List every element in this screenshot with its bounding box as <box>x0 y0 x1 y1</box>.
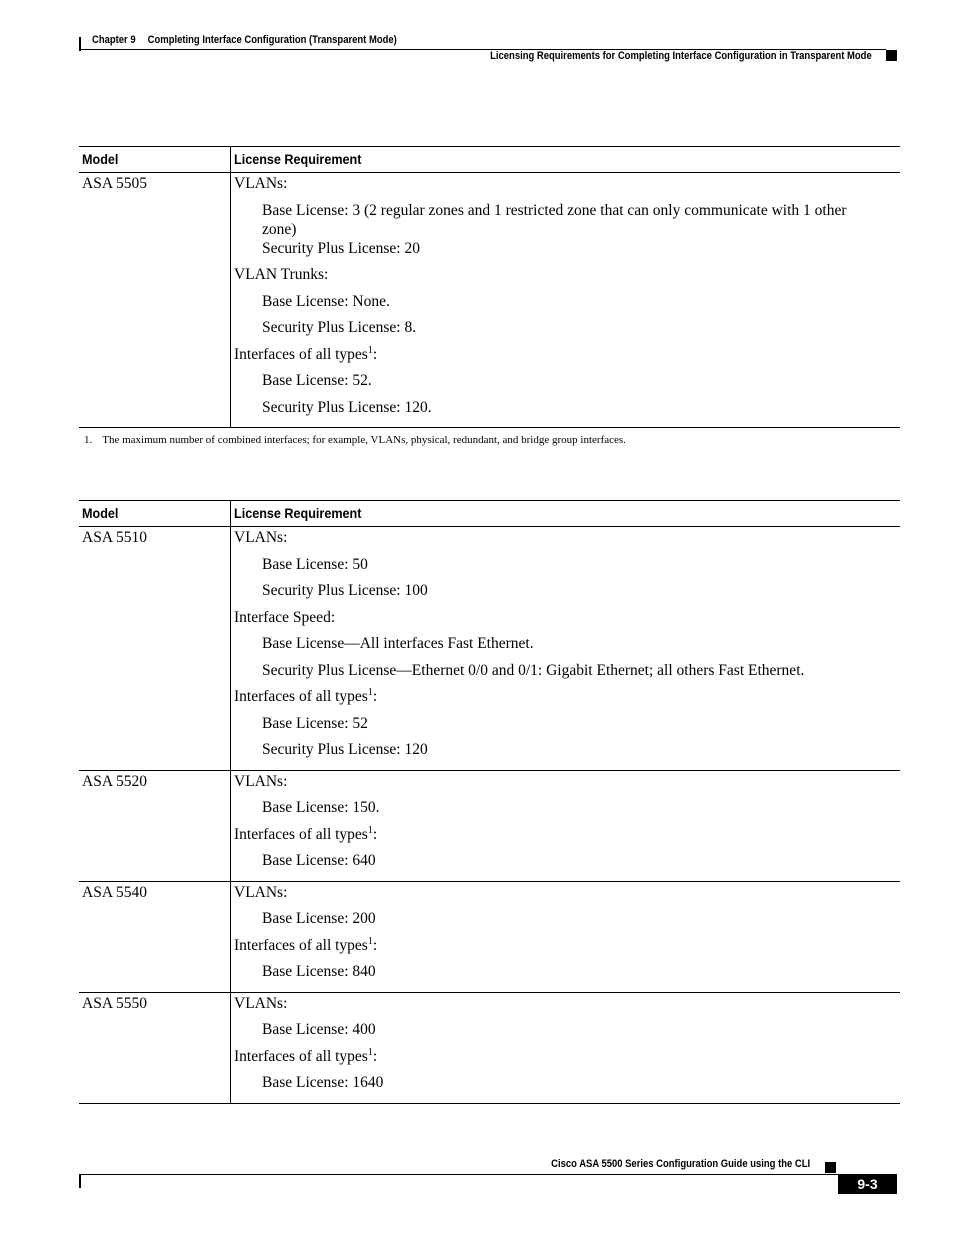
line-text: Interfaces of all types <box>234 936 368 954</box>
line-text: Security Plus License: 20 <box>262 239 420 257</box>
line-text: Interfaces of all types <box>234 1047 368 1065</box>
line-text: Base License: 400 <box>262 1021 376 1038</box>
line-text: Interface Speed: <box>234 608 336 626</box>
table-row <box>79 173 900 428</box>
chapter-title: Completing Interface Configuration (Transparent Mode) <box>147 34 397 46</box>
line-suffix: : <box>372 825 378 843</box>
line-text: Base License: 50 <box>262 555 368 573</box>
model-cell: ASA 5505 <box>82 175 148 192</box>
line-text: Base License—All interfaces Fast Ethernet. <box>262 635 534 652</box>
table-row <box>79 882 900 993</box>
table-row <box>79 993 900 1104</box>
line-text: Interfaces of all types <box>234 345 368 363</box>
footer-rule <box>79 1174 897 1175</box>
line-text: Base License: None. <box>262 292 390 310</box>
column-header-license: License Requirement <box>230 501 900 526</box>
line-text: Security Plus License: 120. <box>262 398 432 416</box>
chapter-heading <box>92 34 397 46</box>
table-footnote <box>84 434 626 446</box>
line-text: VLAN Trunks: <box>234 266 329 283</box>
line-text: Base License: 3 (2 regular zones and 1 restricted zone that can only communicate with 1 other zone) <box>262 201 847 238</box>
license-category <box>234 994 900 1021</box>
license-detail <box>234 292 900 319</box>
license-detail <box>234 201 900 239</box>
license-cell <box>230 527 900 770</box>
guide-title: Cisco ASA 5500 Series Configuration Guide using the CLI <box>551 1158 810 1170</box>
footer-marker <box>825 1162 836 1173</box>
line-text: VLANs: <box>234 994 288 1012</box>
column-header-license: License Requirement <box>230 147 900 172</box>
license-cell <box>230 173 900 427</box>
license-category <box>234 345 900 372</box>
line-suffix: : <box>372 345 378 363</box>
license-detail <box>234 851 900 878</box>
header-marker <box>886 50 897 61</box>
column-header-model: Model <box>82 505 119 521</box>
license-detail <box>234 909 900 936</box>
license-cell <box>230 993 900 1103</box>
footnote-ref: 1 <box>367 344 373 356</box>
license-detail <box>234 371 900 398</box>
license-cell <box>230 771 900 881</box>
footnote-text: The maximum number of combined interfaces; for example, VLANs, physical, redundant, and bridge group interfaces. <box>102 434 626 446</box>
line-text: VLANs: <box>234 883 288 901</box>
license-detail <box>234 581 900 608</box>
line-text: VLANs: <box>234 175 288 192</box>
footnote-number: 1. <box>84 434 93 446</box>
line-text: VLANs: <box>234 529 288 546</box>
line-text: Security Plus License: 8. <box>262 319 417 336</box>
footnote-ref: 1 <box>367 1046 373 1058</box>
model-cell: ASA 5520 <box>82 772 148 790</box>
model-cell: ASA 5540 <box>82 883 148 901</box>
chapter-number: Chapter 9 <box>92 34 136 46</box>
line-suffix: : <box>372 688 378 705</box>
line-text: Interfaces of all types <box>234 688 368 705</box>
line-text: Base License: 840 <box>262 963 376 980</box>
footnote-ref: 1 <box>367 935 373 947</box>
table-header-row <box>79 500 900 527</box>
line-text: Base License: 200 <box>262 910 376 927</box>
license-category <box>234 687 900 714</box>
license-detail <box>234 318 900 345</box>
line-text: Base License: 640 <box>262 852 376 869</box>
model-cell: ASA 5550 <box>82 994 148 1012</box>
line-text: Base License: 52 <box>262 714 368 732</box>
section-title: Licensing Requirements for Completing Interface Configuration in Transparent Mode <box>490 50 872 62</box>
line-suffix: : <box>372 936 378 954</box>
license-detail <box>234 798 900 825</box>
line-text: Security Plus License: 120 <box>262 741 428 758</box>
line-text: Base License: 1640 <box>262 1074 384 1091</box>
license-category <box>234 883 900 910</box>
model-cell: ASA 5510 <box>82 529 148 546</box>
license-detail <box>234 1020 900 1047</box>
page-number: 9-3 <box>838 1174 897 1194</box>
license-detail <box>234 740 900 767</box>
license-detail <box>234 962 900 989</box>
license-table-asa5505 <box>79 146 900 428</box>
license-detail <box>234 398 900 425</box>
line-text: Security Plus License—Ethernet 0/0 and 0/1: Gigabit Ethernet; all others Fast Ethernet. <box>262 661 805 679</box>
line-suffix: : <box>372 1047 378 1065</box>
license-detail <box>234 555 900 582</box>
table-header-row <box>79 146 900 173</box>
license-table-asa5510-5550 <box>79 500 900 1104</box>
column-header-model: Model <box>82 151 119 167</box>
license-detail <box>234 661 900 688</box>
line-text: Base License: 52. <box>262 372 372 389</box>
line-text: Security Plus License: 100 <box>262 582 428 599</box>
license-category <box>234 174 900 201</box>
license-category <box>234 772 900 799</box>
line-text: VLANs: <box>234 772 288 790</box>
license-cell <box>230 882 900 992</box>
table-row <box>79 527 900 771</box>
license-detail <box>234 239 900 266</box>
line-text: Interfaces of all types <box>234 825 368 843</box>
footnote-ref: 1 <box>367 824 373 836</box>
license-detail <box>234 634 900 661</box>
license-category <box>234 1047 900 1074</box>
license-category <box>234 528 900 555</box>
license-category <box>234 265 900 292</box>
footnote-ref: 1 <box>367 686 373 698</box>
footer-left-bar <box>79 1174 81 1188</box>
table-body <box>79 527 900 1104</box>
table-row <box>79 771 900 882</box>
table-body <box>79 173 900 428</box>
license-category <box>234 825 900 852</box>
license-category <box>234 936 900 963</box>
license-detail <box>234 714 900 741</box>
license-category <box>234 608 900 635</box>
license-detail <box>234 1073 900 1100</box>
line-text: Base License: 150. <box>262 799 380 816</box>
